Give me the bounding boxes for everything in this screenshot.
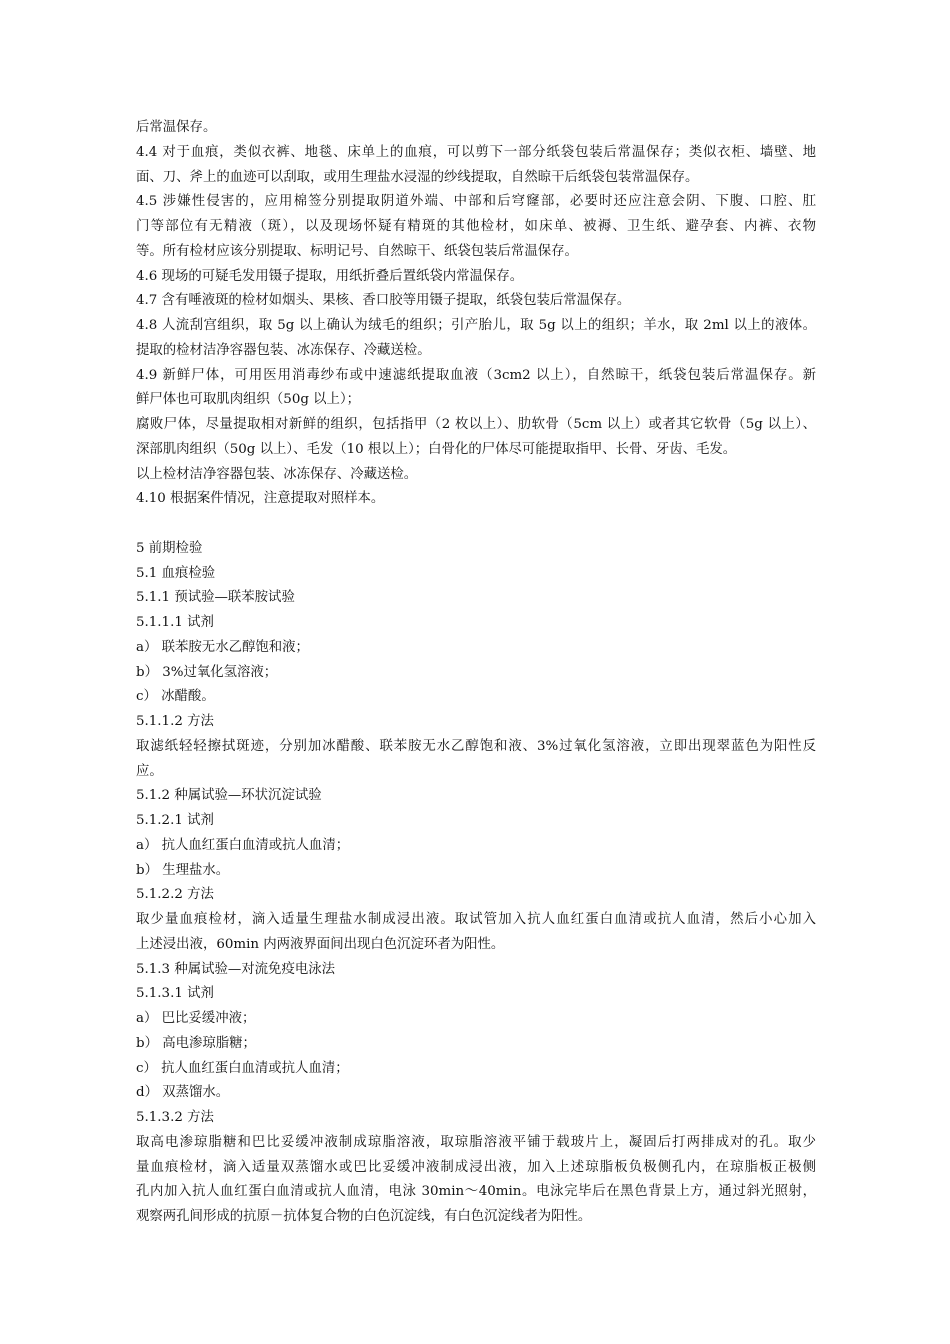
text-line: 后常温保存。 xyxy=(136,120,217,135)
text-line: 5.1.3.2 方法 xyxy=(136,1110,214,1125)
text-line: 4.10 根据案件情况，注意提取对照样本。 xyxy=(136,491,385,507)
text-line: 5.1.2.2 方法 xyxy=(136,887,214,903)
text-line: 5.1.3.1 试剂 xyxy=(136,986,214,1002)
text-line: 5.1.2 种属试验—环状沉淀试验 xyxy=(136,788,322,804)
text-line: 量血痕检材，滴入适量双蒸馏水或巴比妥缓冲液制成浸出液，加入上述琼脂板负极侧孔内，在琼脂板正极侧 xyxy=(136,1159,816,1175)
text-line: 5 前期检验 xyxy=(136,540,203,556)
text-line: a） 巴比妥缓冲液； xyxy=(136,1011,256,1026)
text-line: 5.1.2.1 试剂 xyxy=(136,813,214,828)
text-line: 5.1.1.2 方法 xyxy=(136,714,214,729)
text-line: a） 联苯胺无水乙醇饱和液； xyxy=(136,639,309,655)
text-line: 取高电渗琼脂糖和巴比妥缓冲液制成琼脂溶液，取琼脂溶液平铺于载玻片上，凝固后打两排成对的孔。取少 xyxy=(136,1134,816,1150)
text-line: 提取的检材洁净容器包装、冰冻保存、冷藏送检。 xyxy=(136,342,431,358)
text-line: 5.1.3 种属试验—对流免疫电泳法 xyxy=(136,961,336,977)
text-line: 深部肌肉组织（50g 以上）、毛发（10 根以上）；白骨化的尸体尽可能提取指甲、长骨、牙齿、毛发。 xyxy=(136,441,737,457)
text-line: 以上检材洁净容器包装、冰冻保存、冷藏送检。 xyxy=(136,466,418,482)
text-line: 面、刀、斧上的血迹可以刮取，或用生理盐水浸湿的纱线提取，自然晾干后纸袋包装常温保存。 xyxy=(136,169,699,185)
text-line: b） 生理盐水。 xyxy=(136,862,230,878)
text-line: 4.8 人流刮宫组织，取 5g 以上确认为绒毛的组织；引产胎儿，取 5g 以上的组织；羊水，取 2ml 以上的液体。 xyxy=(136,318,816,333)
text-line: b） 高电渗琼脂糖； xyxy=(136,1035,256,1051)
text-line: 腐败尸体，尽量提取相对新鲜的组织，包括指甲（2 枚以上）、肋软骨（5cm 以上）或者其它软骨（5g 以上）、 xyxy=(136,417,816,432)
text-line: c） 冰醋酸。 xyxy=(136,689,215,705)
text-line: 观察两孔间形成的抗原－抗体复合物的白色沉淀线，有白色沉淀线者为阳性。 xyxy=(136,1209,592,1224)
text-line: a） 抗人血红蛋白血清或抗人血清； xyxy=(136,837,350,853)
text-line: 4.9 新鲜尸体，可用医用消毒纱布或中速滤纸提取血液（3cm2 以上），自然晾干，纸袋包装后常温保存。新 xyxy=(136,367,816,383)
text-line: 5.1 血痕检验 xyxy=(136,565,216,581)
document-page xyxy=(136,116,816,1230)
text-line: 上述浸出液，60min 内两液界面间出现白色沉淀环者为阳性。 xyxy=(136,936,505,952)
text-line: c） 抗人血红蛋白血清或抗人血清； xyxy=(136,1060,349,1076)
text-line: 4.5 涉嫌性侵害的，应用棉签分别提取阴道外端、中部和后穹窿部，必要时还应注意会阴、下腹、口腔、肛 xyxy=(136,194,816,210)
text-line: 4.6 现场的可疑毛发用镊子提取，用纸折叠后置纸袋内常温保存。 xyxy=(136,268,524,284)
text-line: 4.7 含有唾液斑的检材如烟头、果核、香口胶等用镊子提取，纸袋包装后常温保存。 xyxy=(136,293,631,309)
text-line: 鲜尸体也可取肌肉组织（50g 以上）； xyxy=(136,392,361,408)
text-line: 取少量血痕检材，滴入适量生理盐水制成浸出液。取试管加入抗人血红蛋白血清或抗人血清，然后小心加入 xyxy=(136,912,816,927)
text-line: 应。 xyxy=(136,763,163,779)
text-line: b） 3%过氧化氢溶液； xyxy=(136,664,278,680)
text-line: 5.1.1 预试验—联苯胺试验 xyxy=(136,590,295,606)
blank-line xyxy=(136,512,816,537)
text-line: 等。所有检材应该分别提取、标明记号、自然晾干、纸袋包装后常温保存。 xyxy=(136,243,578,259)
text-line: 5.1.1.1 试剂 xyxy=(136,615,214,630)
text-line: d） 双蒸馏水。 xyxy=(136,1085,230,1101)
text-line: 孔内加入抗人血红蛋白血清或抗人血清，电泳 30min～40min。电泳完毕后在黑色背景上方，通过斜光照射， xyxy=(136,1184,816,1200)
text-line: 取滤纸轻轻擦拭斑迹，分别加冰醋酸、联苯胺无水乙醇饱和液、3%过氧化氢溶液，立即出现翠蓝色为阳性反 xyxy=(136,738,816,754)
text-line: 4.4 对于血痕，类似衣裤、地毯、床单上的血痕，可以剪下一部分纸袋包装后常温保存；类似衣柜、墙壁、地 xyxy=(136,144,816,160)
text-line: 门等部位有无精液（斑），以及现场怀疑有精斑的其他检材，如床单、被褥、卫生纸、避孕套、内裤、衣物 xyxy=(136,219,816,234)
